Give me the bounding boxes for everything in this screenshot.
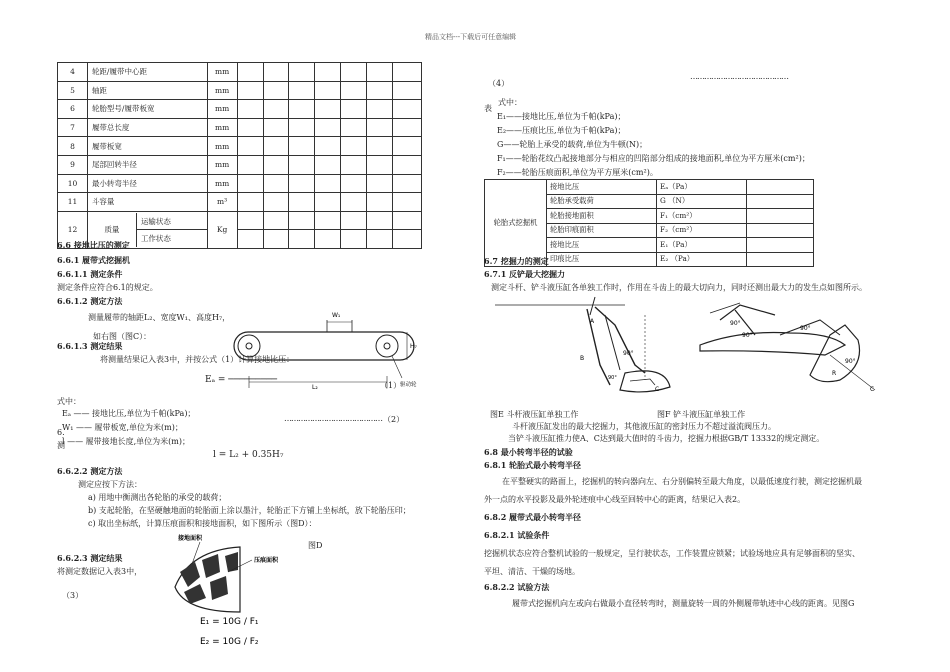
mass-label: 质量 [88,213,137,247]
text-fragment: 6. [57,428,65,437]
unit-cell: mm [207,155,237,174]
table-row [58,174,422,193]
unit-cell: mm [207,63,237,82]
table-row [58,155,422,174]
section-6-6: 6.6 接地比压的测定 [57,240,130,250]
section-6-7: 6.7 挖掘力的测定 [484,256,549,266]
svg-text:A: A [590,318,595,325]
label-imprint-area: 压痕面积 [254,557,279,564]
text-fragment: 表 [484,104,492,113]
row-number: 9 [58,155,88,174]
section-6-6-1-3: 6.6.1.3 测定结果 [57,341,123,351]
row-name: 轮胎接地面积 [547,209,657,224]
svg-text:90°: 90° [800,325,811,332]
paragraph: 履带式挖掘机向左或向右做最小直径转弯时，测量旋转一周的外侧履带轨迹中心线的距离。见图G [512,599,855,608]
row-number: 8 [58,137,88,156]
section-6-8-2-1: 6.8.2.1 试验条件 [484,530,550,540]
paragraph: 如右图（图C）： [93,332,152,341]
figure-f-caption: 图F 铲斗液压缸单独工作 [657,410,746,419]
paragraph: 在平整硬实的路面上，挖掘机的转向器向左、右分别偏转至最大角度，以最低速度行驶，测定挖掘机最 [502,477,862,486]
where-label: 式中： [57,397,81,406]
text-fragment: 测 [57,441,65,450]
section-6-6-2-3: 6.6.2.3 测定结果 [57,553,123,563]
tire-pressure-table [484,179,814,267]
group-label: 轮胎式挖掘机 [485,180,547,267]
section-6-8-2-2: 6.8.2.2 试验方法 [484,582,550,592]
row-item: 履带板宽 [87,137,207,156]
section-6-8: 6.8 最小转弯半径的试验 [484,447,573,457]
paragraph: 测定应按下方法： [78,480,142,489]
svg-text:90°: 90° [845,358,856,365]
row-symbol: G （N） [657,194,747,209]
definition: F₁——轮胎花纹凸起接地部分与相应的凹陷部分组成的接地面积,单位为平方厘米(cm²)； [497,154,810,163]
row-item: 轮胎型号/履带板宽 [87,100,207,119]
table-row [58,63,422,82]
row-number: 4 [58,63,88,82]
paragraph: 挖掘机状态应符合整机试验的一般规定，呈行驶状态，工作装置应锁紧；试验场地应具有足够面积的坚实、 [484,549,860,558]
row-name: 轮胎印痕面积 [547,223,657,238]
section-6-8-1: 6.8.1 轮胎式最小转弯半径 [484,460,582,470]
definition: G——轮胎上承受的载荷,单位为牛顿(N)； [497,140,648,149]
unit-cell: mm [207,100,237,119]
dotted-leader: …………………………………… [690,72,788,81]
unit-cell: mm [207,81,237,100]
section-6-6-1: 6.6.1 履带式挖掘机 [57,255,131,265]
figure-d-tire-print [170,532,300,652]
paragraph: 将测量结果记入表3中，并按公式（1）计算接地比压： [100,355,295,364]
section-6-6-1-2: 6.6.1.2 测定方法 [57,296,123,306]
row-symbol: F₂（cm²） [657,223,747,238]
svg-text:C: C [655,386,660,393]
definition: W₁ —— 履带板宽,单位为米(m)； [62,423,183,432]
svg-text:90°: 90° [742,332,753,339]
row-number: 10 [58,174,88,193]
row-symbol: Eₐ（Pa） [657,180,747,195]
row-name: 轮胎承受载荷 [547,194,657,209]
formula-2: l = L₂ + 0.35H₇ [213,450,284,460]
figure-e-arm [495,295,685,400]
svg-text:90°: 90° [623,350,634,357]
table-row [58,211,422,230]
table-row [58,100,422,119]
table-row [58,81,422,100]
dotted-leader: …………………………………… [284,414,382,423]
paragraph: 测量履带的轴距L₂、宽度W₁、高度H₇， [88,313,231,322]
equation-number: （1） [380,381,402,390]
row-symbol: E₂ （Pa） [657,252,747,267]
definition: F₂——轮胎压痕面积,单位为平方厘米(cm²)。 [497,168,658,177]
label-drive-wheel: 驱动轮 [400,382,417,388]
figure-d-caption: 图D [308,541,323,550]
label-l2: L₂ [312,384,318,391]
row-item: 轴距 [87,81,207,100]
table-row [58,193,422,212]
paragraph: 测定斗杆、铲斗液压缸各单独工作时，作用在斗齿上的最大切向力，同时还测出最大力的发生点如图所示。 [491,283,867,292]
svg-text:R: R [832,370,837,377]
page-header: 精品文档---下载后可任意编辑 [425,33,517,41]
paragraph: 斗杆液压缸发出的最大挖掘力，其他液压缸的密封压力不超过溢流阀压力。 [512,422,776,431]
unit-cell: mm [207,118,237,137]
paragraph: 测定条件应符合6.1的规定。 [57,283,158,292]
row-name: 接地比压 [547,180,657,195]
paragraph: 平坦、清洁、干燥的场地。 [484,567,580,576]
paragraph: 当铲斗液压缸推力使A、C达到最大值时的斗齿力，挖掘力根据GB/T 13332的规定测定。 [508,434,825,443]
label-contact-area: 接地面积 [178,535,203,542]
section-6-6-1-1: 6.6.1.1 测定条件 [57,269,123,279]
definition: l —— 履带接地长度,单位为米(m)； [62,437,191,446]
svg-text:90°: 90° [730,320,741,327]
row-item: 最小转弯半径 [87,174,207,193]
figure-f-bucket [680,295,880,395]
figure-e-caption: 图E 斗杆液压缸单独工作 [490,410,579,419]
row-number: 6 [58,100,88,119]
svg-text:B: B [580,355,585,362]
equation-number: （4） [488,79,510,88]
svg-text:90°: 90° [608,375,617,381]
row-number: 11 [58,193,88,212]
formula-e1: E₁ = 10G / F₁ [200,617,259,627]
svg-text:C: C [870,386,875,393]
row-name: 印痕比压 [547,252,657,267]
step-c: c) 取出坐标纸，计算压痕面积和接地面积，如下图所示（图D）： [88,519,317,528]
step-a: a) 用地中衡测出各轮胎的承受的载荷； [88,493,227,502]
step-b: b) 支起轮胎，在坚硬触地面的轮胎面上涂以墨汁，轮胎正下方铺上坐标纸，放下轮胎压印； [88,506,411,515]
row-item: 履带总长度 [87,118,207,137]
paragraph: 将测定数据记入表3中， [57,567,143,576]
equation-number: （3） [62,591,84,600]
table-row [58,137,422,156]
row-symbol: F₁（cm²） [657,209,747,224]
transport-state: 运输状态 [137,213,207,231]
definition: E₁——接地比压,单位为千帕(kPa)； [497,112,626,121]
row-number: 7 [58,118,88,137]
section-6-7-1: 6.7.1 反铲最大挖掘力 [484,269,566,279]
spec-table [57,62,422,249]
row-number: 5 [58,81,88,100]
row-symbol: E₁（Pa） [657,238,747,253]
row-item: 斗容量 [87,193,207,212]
row-number: 12 [58,211,88,248]
table-row [58,118,422,137]
unit-cell: m³ [207,193,237,212]
section-6-6-2-2: 6.6.2.2 测定方法 [57,466,123,476]
label-h7: H₇ [410,343,417,350]
equation-number: （2） [383,415,405,424]
formula-e2: E₂ = 10G / F₂ [200,637,259,647]
working-state: 工作状态 [140,234,171,244]
formula-1: Eₐ = ───────── [205,375,278,385]
section-6-8-2: 6.8.2 履带式最小转弯半径 [484,512,582,522]
row-item: 尾部回转半径 [87,155,207,174]
row-name: 接地比压 [547,238,657,253]
row-item: 轮距/履带中心距 [87,63,207,82]
label-w1: W₁ [332,312,341,319]
definition: Eₐ —— 接地比压,单位为千帕(kPa)； [62,409,196,418]
definition: E₂——压痕比压,单位为千帕(kPa)； [497,126,626,135]
table-row [485,180,814,195]
paragraph: 外一点的水平投影及最外轮迹痕中心线至回转中心的距离，结果记入表2。 [484,495,746,504]
unit-cell: mm [207,174,237,193]
where-label: 式中： [498,98,522,107]
unit-cell: mm [207,137,237,156]
unit-cell: Kg [207,211,237,248]
